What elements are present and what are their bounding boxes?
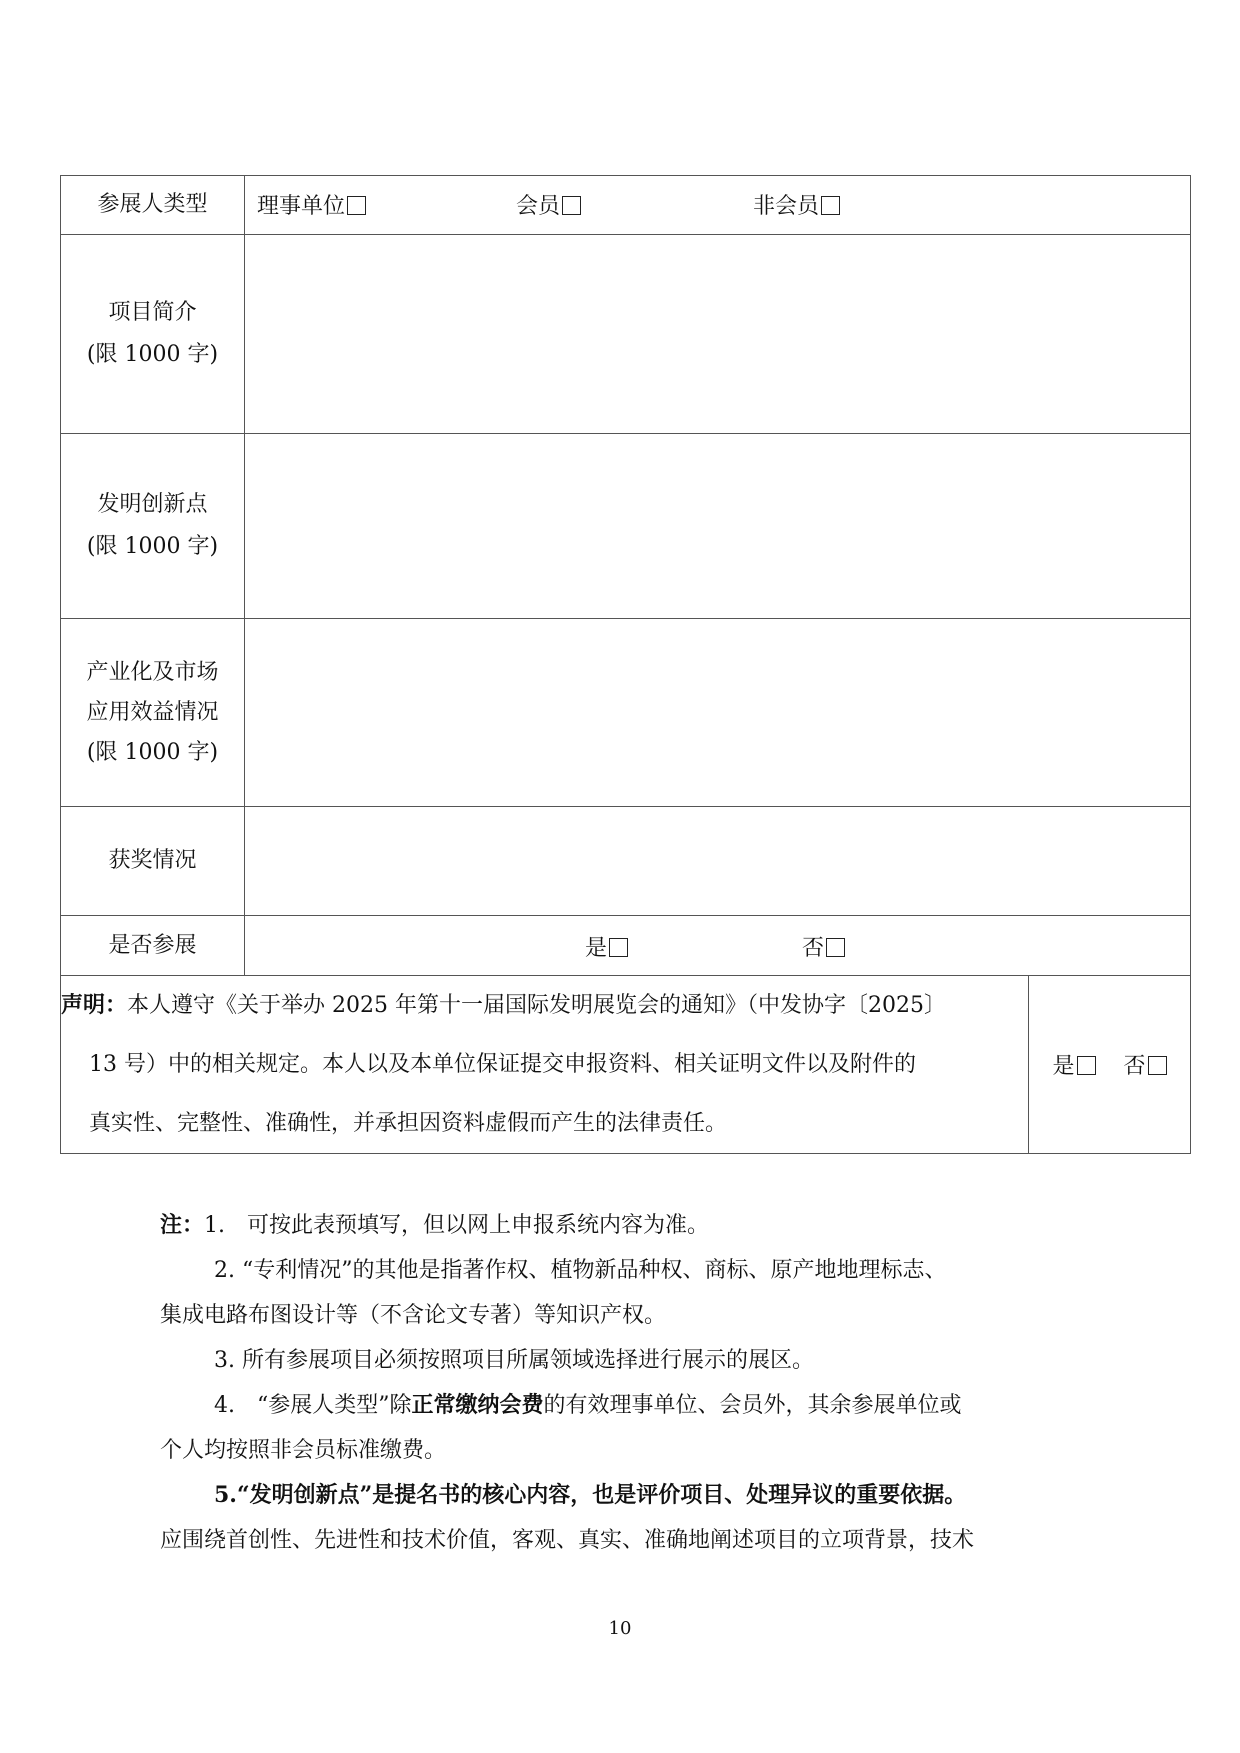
non-member-option[interactable]: [753, 189, 840, 220]
note-4-post: 的有效理事单位、会员外，其余参展单位或: [543, 1393, 962, 1418]
declaration-text: [61, 976, 1029, 1154]
note-1: [160, 1203, 1080, 1248]
exhibitor-type-row: [61, 176, 1191, 235]
page-number: 10: [608, 1618, 632, 1639]
council-unit-option[interactable]: [257, 189, 366, 220]
application-form-table: [60, 175, 1191, 1154]
non-member-checkbox[interactable]: [821, 196, 840, 215]
note-5-line2: 应围绕首创性、先进性和技术价值，客观、真实、准确地阐述项目的立项背景，技术: [160, 1528, 975, 1553]
intro-label: [61, 235, 245, 434]
declaration-line3: 真实性、完整性、准确性，并承担因资料虚假而产生的法律责任。: [89, 1111, 728, 1136]
market-title-line1: 产业化及市场: [86, 659, 219, 685]
declaration-no-label: 否: [1123, 1054, 1146, 1079]
market-row: [61, 619, 1191, 807]
market-title-line2: 应用效益情况: [86, 699, 219, 725]
notes-section: [160, 1203, 1080, 1563]
note-2-line2: 集成电路布图设计等（不含论文专著）等知识产权。: [160, 1303, 667, 1328]
exhibit-no-option[interactable]: [802, 931, 845, 962]
awards-field[interactable]: [245, 807, 1191, 916]
exhibitor-type-options: [245, 176, 1191, 235]
member-checkbox[interactable]: [562, 196, 581, 215]
declaration-line1-text: 本人遵守《关于举办 2025 年第十一届国际发明展览会的通知》（中发协字〔2025〕: [127, 993, 946, 1018]
declaration-line1: [61, 976, 1028, 1035]
member-option[interactable]: [516, 189, 581, 220]
intro-field[interactable]: [245, 235, 1191, 434]
innovation-title: 发明创新点: [97, 492, 208, 517]
declaration-no-checkbox[interactable]: [1148, 1056, 1167, 1075]
market-limit: (限 1000 字): [86, 739, 219, 765]
innovation-limit: (限 1000 字): [86, 534, 219, 559]
note-4-bold: 正常缴纳会费: [411, 1392, 544, 1418]
note-4-line2: 个人均按照非会员标准缴费。: [160, 1438, 447, 1463]
exhibit-yes-checkbox[interactable]: [609, 938, 628, 957]
exhibit-label: 是否参展: [61, 916, 245, 976]
innovation-row: [61, 434, 1191, 619]
awards-label: 获奖情况: [61, 807, 245, 916]
member-label: 会员: [516, 194, 561, 219]
exhibit-yes-label: 是: [585, 935, 608, 961]
exhibit-no-checkbox[interactable]: [826, 938, 845, 957]
declaration-line2: 13 号）中的相关规定。本人以及本单位保证提交申报资料、相关证明文件以及附件的: [89, 1052, 916, 1077]
declaration-yes-label: 是: [1052, 1054, 1075, 1079]
note-2-line1: 2. “专利情况”的其他是指著作权、植物新品种权、商标、原产地地理标志、: [214, 1258, 947, 1283]
note-4-line1: [160, 1383, 1080, 1428]
non-member-label: 非会员: [753, 194, 820, 219]
innovation-label: [61, 434, 245, 619]
intro-row: [61, 235, 1191, 434]
notes-label: 注：: [160, 1212, 205, 1238]
exhibit-options: [245, 916, 1191, 976]
exhibit-yes-option[interactable]: [585, 931, 628, 962]
exhibitor-type-label: 参展人类型: [61, 176, 245, 235]
council-unit-checkbox[interactable]: [347, 196, 366, 215]
note-5-line1: [160, 1473, 1080, 1518]
intro-limit: (限 1000 字): [86, 342, 219, 367]
intro-title: 项目简介: [108, 300, 197, 325]
declaration-yes-checkbox[interactable]: [1077, 1056, 1096, 1075]
market-field[interactable]: [245, 619, 1191, 807]
note-5-bold: 5.“发明创新点”是提名书的核心内容，也是评价项目、处理异议的重要依据。: [214, 1482, 967, 1508]
note-3: 3. 所有参展项目必须按照项目所属领域选择进行展示的展区。: [214, 1348, 814, 1373]
market-label: [61, 619, 245, 807]
note-4-pre: 4. “参展人类型”除: [214, 1393, 412, 1418]
declaration-row: [61, 976, 1191, 1154]
declaration-options: [1029, 976, 1191, 1154]
note-1-text: 1. 可按此表预填写，但以网上申报系统内容为准。: [204, 1213, 710, 1238]
innovation-field[interactable]: [245, 434, 1191, 619]
declaration-no-option[interactable]: [1123, 1054, 1166, 1079]
exhibit-row: [61, 916, 1191, 976]
declaration-yes-option[interactable]: [1052, 1054, 1095, 1079]
declaration-title: 声明：: [61, 992, 128, 1018]
council-unit-label: 理事单位: [257, 194, 346, 219]
exhibit-no-label: 否: [802, 935, 825, 961]
awards-row: [61, 807, 1191, 916]
